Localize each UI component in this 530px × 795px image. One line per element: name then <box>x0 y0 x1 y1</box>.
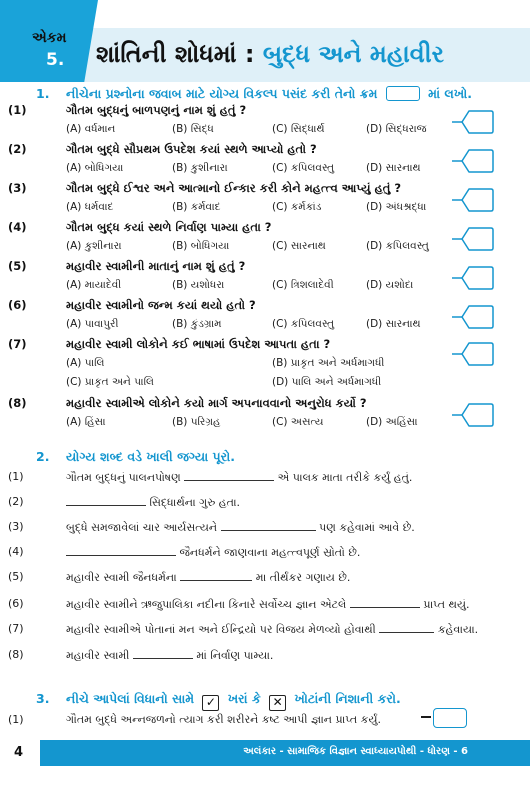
section-3-title-c: ખોટાંની નિશાની કરો. <box>294 691 401 706</box>
section-1-title: નીચેના પ્રશ્નોના જવાબ માટે યોગ્ય વિકલ્પ પસંદ કરી તેનો ક્રમ <box>66 86 378 101</box>
item-number: (8) <box>8 648 24 661</box>
sentence-end: જૈનધર્મને જાણવાના મહત્ત્વપૂર્ણ સ્રોતો છે. <box>179 546 361 559</box>
unit-number: 5. <box>46 50 65 70</box>
option-b[interactable]: (B) પ્રાકૃત અને અર્ધમાગધી <box>272 357 385 369</box>
item-number: (6) <box>8 597 24 610</box>
question-text: મહાવીર સ્વામીએ લોકોને કયો માર્ગ અપનાવવાનો અનુરોધ કર્યો ? <box>66 396 367 410</box>
question-text: મહાવીર સ્વામીનો જન્મ કયાં થયો હતો ? <box>66 298 256 312</box>
page-number: 4 <box>14 745 24 760</box>
answer-bracket-icon <box>452 402 494 428</box>
option-a[interactable]: (A) બોધિગયા <box>66 162 124 174</box>
option-d[interactable]: (D) અંધશ્રદ્ધા <box>366 201 427 213</box>
true-false-answer-box[interactable] <box>433 708 467 728</box>
option-c[interactable]: (C) ત્રિશલાદેવી <box>272 279 334 291</box>
blank-field[interactable] <box>350 597 420 608</box>
option-d[interactable]: (D) સિદ્ધરાજ <box>366 123 427 135</box>
question-number: (1) <box>8 103 27 117</box>
option-d[interactable]: (D) કપિલવસ્તુ <box>366 240 429 252</box>
answer-box[interactable] <box>452 187 492 211</box>
blank-field[interactable] <box>180 570 252 581</box>
item-number: (4) <box>8 545 24 558</box>
option-c[interactable]: (C) કર્મકાંડ <box>272 201 322 213</box>
section-2-number: 2. <box>36 449 50 464</box>
item-number: (1) <box>8 713 24 726</box>
option-b[interactable]: (B) બોધિગયા <box>172 240 230 252</box>
option-a[interactable]: (A) પાલિ <box>66 357 105 369</box>
item-number: (7) <box>8 622 24 635</box>
option-b[interactable]: (B) કુંડગ્રામ <box>172 318 222 330</box>
blank-field[interactable] <box>133 648 193 659</box>
question-number: (3) <box>8 181 27 195</box>
question-number: (7) <box>8 337 27 351</box>
answer-bracket-icon <box>452 148 494 174</box>
cross-icon: ✕ <box>269 695 286 711</box>
answer-box[interactable] <box>452 402 492 426</box>
unit-header <box>0 0 530 82</box>
sentence-end: માં નિર્વાણ પામ્યા. <box>196 649 274 662</box>
answer-bracket-icon <box>452 226 494 252</box>
option-b[interactable]: (B) પરિગ્રહ <box>172 416 221 428</box>
question-text: ગૌતમ બુદ્ધે સૌપ્રથમ ઉપદેશ કયાં સ્થળે આપ્યો હતો ? <box>66 142 317 156</box>
option-d[interactable]: (D) પાલિ અને અર્ધમાગધી <box>272 376 382 388</box>
option-b[interactable]: (B) યશોધરા <box>172 279 225 291</box>
title-prefix: શાંતિની શોધમાં : <box>96 40 255 68</box>
sentence-start: બુદ્ધે સમજાવેલાં ચાર આર્યસત્યને <box>66 521 218 534</box>
tick-icon: ✓ <box>202 695 219 711</box>
answer-bracket-icon <box>452 341 494 367</box>
question-text: મહાવીર સ્વામીની માતાનું નામ શું હતું ? <box>66 259 246 273</box>
item-number: (3) <box>8 520 24 533</box>
sentence-end: મા તીર્થંકર ગણાય છે. <box>255 571 351 584</box>
answer-box[interactable] <box>452 341 492 365</box>
answer-bracket-icon <box>452 304 494 330</box>
item-number: (2) <box>8 495 24 508</box>
page-title <box>96 40 444 68</box>
answer-box[interactable] <box>452 304 492 328</box>
blank-field[interactable] <box>221 520 316 531</box>
sentence-start: મહાવીર સ્વામીએ પોતાનાં મન અને ઈન્દ્રિયો પર વિજય મેળવ્યો હોવાથી <box>66 623 376 636</box>
answer-box[interactable] <box>452 226 492 250</box>
option-d[interactable]: (D) સારનાથ <box>366 162 421 174</box>
sentence-end: પણ કહેવામાં આવે છે. <box>319 521 415 534</box>
option-a[interactable]: (A) હિંસા <box>66 416 106 428</box>
sentence-end: એ પાલક માતા તરીકે કર્યું હતું. <box>277 471 413 484</box>
statement-text: ગૌતમ બુદ્ધે અન્નજળનો ત્યાગ કરી શરીરને કષ્ટ આપી જ્ઞાન પ્રાપ્ત કર્યું. <box>66 713 381 726</box>
question-number: (6) <box>8 298 27 312</box>
option-a[interactable]: (A) કુશીનારા <box>66 240 122 252</box>
sentence-end: પ્રાપ્ત થયું. <box>423 598 470 611</box>
question-text: ગૌતમ બુદ્ધે ઈશ્વર અને આત્માનો ઈન્કાર કરી કોને મહત્ત્વ આપ્યું હતું ? <box>66 181 402 195</box>
answer-box[interactable] <box>452 109 492 133</box>
section-3-title-b: ખરાં કે <box>227 691 261 706</box>
blank-field[interactable] <box>184 470 274 481</box>
blank-field[interactable] <box>379 622 434 633</box>
answer-box[interactable] <box>452 265 492 289</box>
option-d[interactable]: (D) સારનાથ <box>366 318 421 330</box>
option-d[interactable]: (D) અહિંસા <box>366 416 418 428</box>
sentence-end: સિદ્ધાર્થના ગુરુ હતા. <box>149 496 241 509</box>
answer-box-sample <box>386 86 420 101</box>
item-number: (5) <box>8 570 24 583</box>
option-c[interactable]: (C) અસત્ય <box>272 416 324 428</box>
option-b[interactable]: (B) સિદ્ધ <box>172 123 214 135</box>
question-text: ગૌતમ બુદ્ધનું બાળપણનું નામ શું હતું ? <box>66 103 247 117</box>
sentence-start: મહાવીર સ્વામીને ઋજુપાલિકા નદીના કિનારે સર્વોચ્ચ જ્ઞાન એટલે <box>66 598 347 611</box>
sentence-start: ગૌતમ બુદ્ધનું પાલનપોષણ <box>66 471 181 484</box>
answer-bracket-icon <box>452 265 494 291</box>
option-a[interactable]: (A) વર્ધમાન <box>66 123 116 135</box>
question-text: ગૌતમ બુદ્ધ કયાં સ્થળે નિર્વાણ પામ્યા હતા ? <box>66 220 272 234</box>
option-b[interactable]: (B) કર્મવાદ <box>172 201 221 213</box>
question-number: (2) <box>8 142 27 156</box>
section-1-number: 1. <box>36 86 50 101</box>
section-3-title-a: નીચે આપેલાં વિધાનો સામે <box>66 691 195 706</box>
section-2-title: યોગ્ય શબ્દ વડે ખાલી જગ્યા પૂરો. <box>66 449 235 464</box>
question-number: (4) <box>8 220 27 234</box>
item-number: (1) <box>8 470 24 483</box>
answer-bracket-icon <box>452 187 494 213</box>
sentence-end: કહેવાયા. <box>437 623 479 636</box>
option-c[interactable]: (C) સિદ્ધાર્થ <box>272 123 325 135</box>
option-b[interactable]: (B) કુશીનારા <box>172 162 228 174</box>
blank-field[interactable] <box>66 545 176 556</box>
answer-box[interactable] <box>452 148 492 172</box>
blank-field[interactable] <box>66 495 146 506</box>
sentence-start: મહાવીર સ્વામી <box>66 649 130 662</box>
section-1-title-end: માં લખો. <box>428 86 472 101</box>
option-c[interactable]: (C) પ્રાકૃત અને પાલિ <box>66 376 154 388</box>
question-number: (5) <box>8 259 27 273</box>
option-a[interactable]: (A) ધર્મવાદ <box>66 201 114 213</box>
question-text: મહાવીર સ્વામી લોકોને કઈ ભાષામાં ઉપદેશ આપતા હતા ? <box>66 337 331 351</box>
answer-dash <box>421 716 431 718</box>
answer-bracket-icon <box>452 109 494 135</box>
question-number: (8) <box>8 396 27 410</box>
option-a[interactable]: (A) પાવાપુરી <box>66 318 119 330</box>
section-3-number: 3. <box>36 691 50 706</box>
option-c[interactable]: (C) કપિલવસ્તુ <box>272 318 335 330</box>
option-c[interactable]: (C) કપિલવસ્તુ <box>272 162 335 174</box>
option-a[interactable]: (A) માયાદેવી <box>66 279 122 291</box>
option-c[interactable]: (C) સારનાથ <box>272 240 326 252</box>
option-d[interactable]: (D) યશોદા <box>366 279 414 291</box>
unit-label: એકમ <box>32 30 67 46</box>
sentence-start: મહાવીર સ્વામી જૈનધર્મના <box>66 571 177 584</box>
footer-book-title: અલંકાર - સામાજિક વિજ્ઞાન સ્વાધ્યાયપોથી - ધોરણ - 6 <box>243 746 468 757</box>
title-highlight: બુદ્ધ અને મહાવીર <box>262 40 444 68</box>
